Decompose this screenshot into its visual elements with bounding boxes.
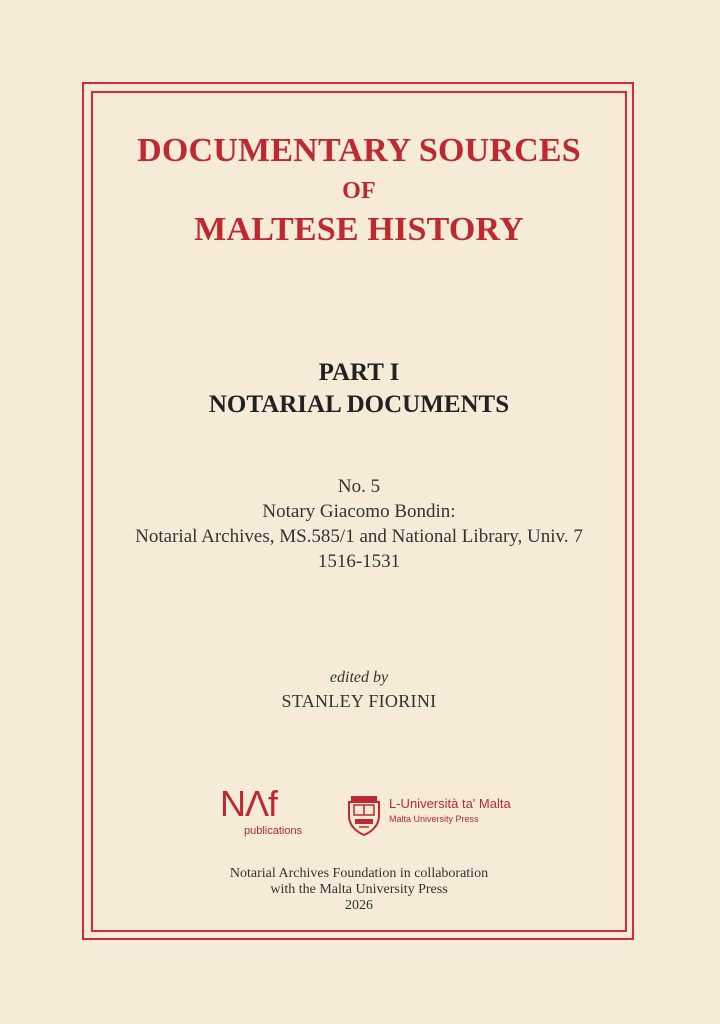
series-title-line-2: OF (342, 178, 376, 204)
university-press-name: Malta University Press (389, 814, 479, 824)
university-of-malta-logo (345, 794, 545, 840)
university-crest-icon (345, 794, 383, 836)
naf-logo-subtitle: publications (244, 825, 303, 837)
university-name: L-Università ta' Malta (389, 796, 511, 811)
part-title: NOTARIAL DOCUMENTS (208, 391, 510, 418)
series-title-line-1: DOCUMENTARY SOURCES (137, 132, 581, 169)
volume-notary: Notary Giacomo Bondin: (262, 501, 456, 522)
naf-publications-logo (218, 784, 314, 842)
publisher-line-1: Notarial Archives Foundation in collaboration (229, 866, 489, 881)
volume-sources: Notarial Archives, MS.585/1 and National Library, Univ. 7 (135, 526, 583, 547)
volume-years: 1516-1531 (317, 551, 401, 572)
publication-year: 2026 (345, 898, 373, 913)
edited-by-label: edited by (329, 669, 389, 686)
volume-number: No. 5 (337, 476, 381, 497)
publisher-line-2: with the Malta University Press (270, 882, 448, 897)
part-number: PART I (318, 359, 400, 386)
series-title-line-3: MALTESE HISTORY (194, 211, 524, 248)
naf-logo-mark: NΛf (220, 783, 278, 824)
editor-name: STANLEY FIORINI (281, 691, 437, 711)
